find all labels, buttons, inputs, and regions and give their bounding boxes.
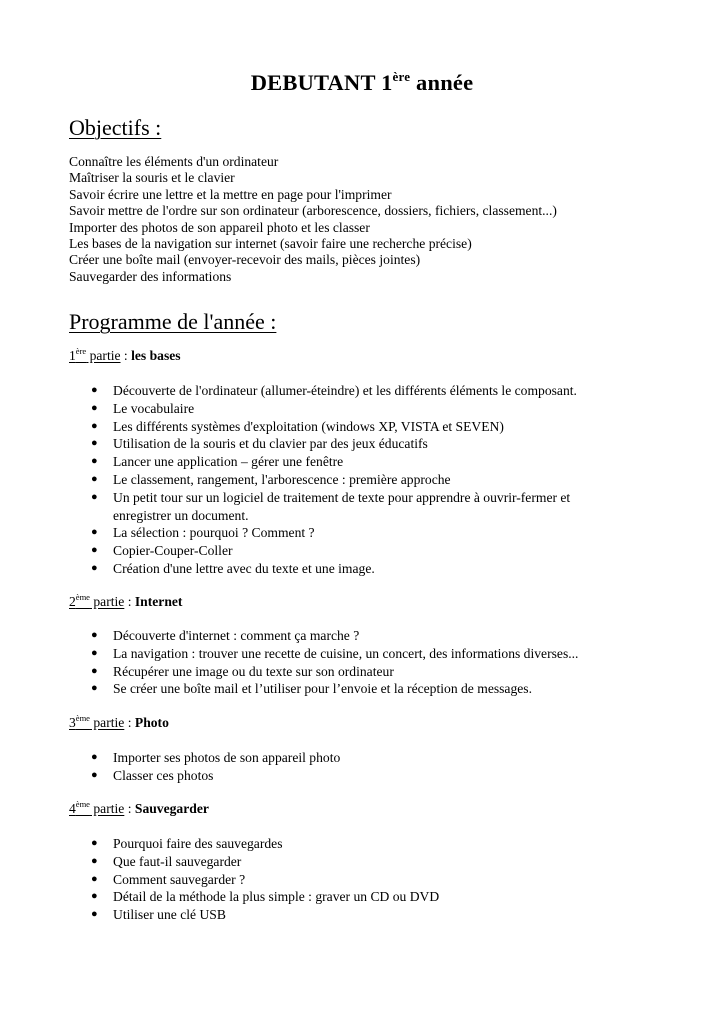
bullet-icon: ● bbox=[91, 455, 98, 468]
list-item: ● Les différents systèmes d'exploitation (windows XP, VISTA et SEVEN) bbox=[91, 418, 504, 434]
programme-heading: Programme de l'année : bbox=[69, 309, 277, 334]
bullet-icon: ● bbox=[91, 629, 98, 641]
bullet-icon: ● bbox=[91, 384, 98, 396]
list-item: ● Utilisation de la souris et du clavier par des jeux éducatifs bbox=[91, 436, 428, 452]
part-2-label: 2ème partie bbox=[69, 592, 125, 609]
objectif-item: Importer des photos de son appareil photo et les classer bbox=[69, 219, 370, 235]
title-superscript: ère bbox=[392, 69, 411, 84]
part-3-label: 3ème partie bbox=[69, 713, 125, 730]
page-title bbox=[0, 68, 724, 98]
list-item: ● Découverte d'internet : comment ça marche ? bbox=[91, 628, 360, 643]
bullet-icon: ● bbox=[91, 401, 98, 414]
list-item: ● Se créer une boîte mail et l’utiliser pour l’envoie et la réception de messages. bbox=[91, 681, 532, 697]
part-4-label: 4ème partie bbox=[69, 799, 125, 816]
bullet-icon: ● bbox=[91, 872, 98, 885]
bullet-icon: ● bbox=[91, 908, 98, 921]
part-3-list bbox=[90, 749, 630, 785]
list-item: ● Comment sauvegarder ? bbox=[91, 871, 246, 887]
part-4-name: Sauvegarder bbox=[134, 801, 209, 816]
bullet-icon: ● bbox=[91, 890, 98, 903]
bullet-icon: ● bbox=[91, 544, 98, 557]
list-item: ● Récupérer une image ou du texte sur son ordinateur bbox=[91, 663, 394, 679]
objectif-item: Sauvegarder des informations bbox=[69, 268, 232, 284]
list-item: ● Découverte de l'ordinateur (allumer-éteindre) et les différents éléments le composant. bbox=[91, 383, 577, 398]
title-suffix: année bbox=[410, 70, 474, 95]
bullet-icon: ● bbox=[91, 437, 98, 450]
bullet-icon: ● bbox=[91, 646, 98, 659]
list-item: ● Que faut-il sauvegarder bbox=[91, 853, 242, 869]
bullet-icon: ● bbox=[91, 526, 98, 539]
objectif-item: Connaître les éléments d'un ordinateur bbox=[69, 154, 279, 169]
list-item: ● Un petit tour sur un logiciel de traitement de texte pour apprendre à ouvrir-fermer et enregistrer un document. bbox=[91, 489, 571, 523]
list-item: ● Le classement, rangement, l'arborescence : première approche bbox=[91, 471, 451, 487]
part-2-name: Internet bbox=[134, 594, 183, 609]
list-item: ● Pourquoi faire des sauvegardes bbox=[91, 836, 283, 851]
list-item: ● Importer ses photos de son appareil photo bbox=[91, 750, 341, 765]
part-1-name: les bases bbox=[131, 348, 181, 363]
list-item: ● La navigation : trouver une recette de cuisine, un concert, des informations diverses... bbox=[91, 645, 579, 661]
bullet-icon: ● bbox=[91, 664, 98, 677]
part-3-heading: 3ème partie : Photo bbox=[69, 713, 169, 730]
objectif-item: Les bases de la navigation sur internet (savoir faire une recherche précise) bbox=[69, 236, 472, 252]
bullet-icon: ● bbox=[91, 854, 98, 867]
bullet-icon: ● bbox=[91, 419, 98, 432]
bullet-icon: ● bbox=[91, 472, 98, 485]
bullet-icon: ● bbox=[91, 682, 98, 695]
bullet-icon: ● bbox=[91, 751, 98, 763]
part-4-heading: 4ème partie : Sauvegarder bbox=[69, 799, 209, 816]
list-item: ● Lancer une application – gérer une fenêtre bbox=[91, 454, 344, 470]
bullet-icon: ● bbox=[91, 561, 98, 574]
objectif-item: Maîtriser la souris et le clavier bbox=[69, 170, 235, 186]
objectif-item: Créer une boîte mail (envoyer-recevoir des mails, pièces jointes) bbox=[69, 252, 421, 268]
objectifs-list bbox=[69, 154, 557, 285]
list-item: ● Classer ces photos bbox=[91, 767, 214, 783]
list-item: ● Utiliser une clé USB bbox=[91, 907, 226, 923]
part-4-list bbox=[90, 835, 630, 924]
list-item: ● La sélection : pourquoi ? Comment ? bbox=[91, 525, 315, 541]
part-3-name: Photo bbox=[134, 715, 169, 730]
list-item: ● Copier-Couper-Coller bbox=[91, 543, 233, 559]
objectif-item: Savoir mettre de l'ordre sur son ordinateur (arborescence, dossiers, fichiers, classement...) bbox=[69, 203, 557, 219]
objectifs-heading: Objectifs : bbox=[69, 115, 162, 140]
bullet-icon: ● bbox=[91, 837, 98, 849]
objectif-item: Savoir écrire une lettre et la mettre en page pour l'imprimer bbox=[69, 186, 392, 202]
part-2-heading: 2ème partie : Internet bbox=[69, 592, 183, 609]
list-item: ● Détail de la méthode la plus simple : graver un CD ou DVD bbox=[91, 889, 440, 905]
list-item: ● Création d'une lettre avec du texte et une image. bbox=[91, 560, 375, 576]
list-item: ● Le vocabulaire bbox=[91, 400, 195, 416]
title-main: DEBUTANT 1 bbox=[250, 70, 393, 95]
bullet-icon: ● bbox=[91, 768, 98, 781]
part-2-list bbox=[90, 627, 630, 698]
bullet-icon: ● bbox=[91, 490, 98, 503]
part-1-heading: 1ère partie : les bases bbox=[69, 346, 181, 363]
part-1-list bbox=[90, 382, 630, 578]
part-1-label: 1ère partie bbox=[69, 346, 121, 363]
